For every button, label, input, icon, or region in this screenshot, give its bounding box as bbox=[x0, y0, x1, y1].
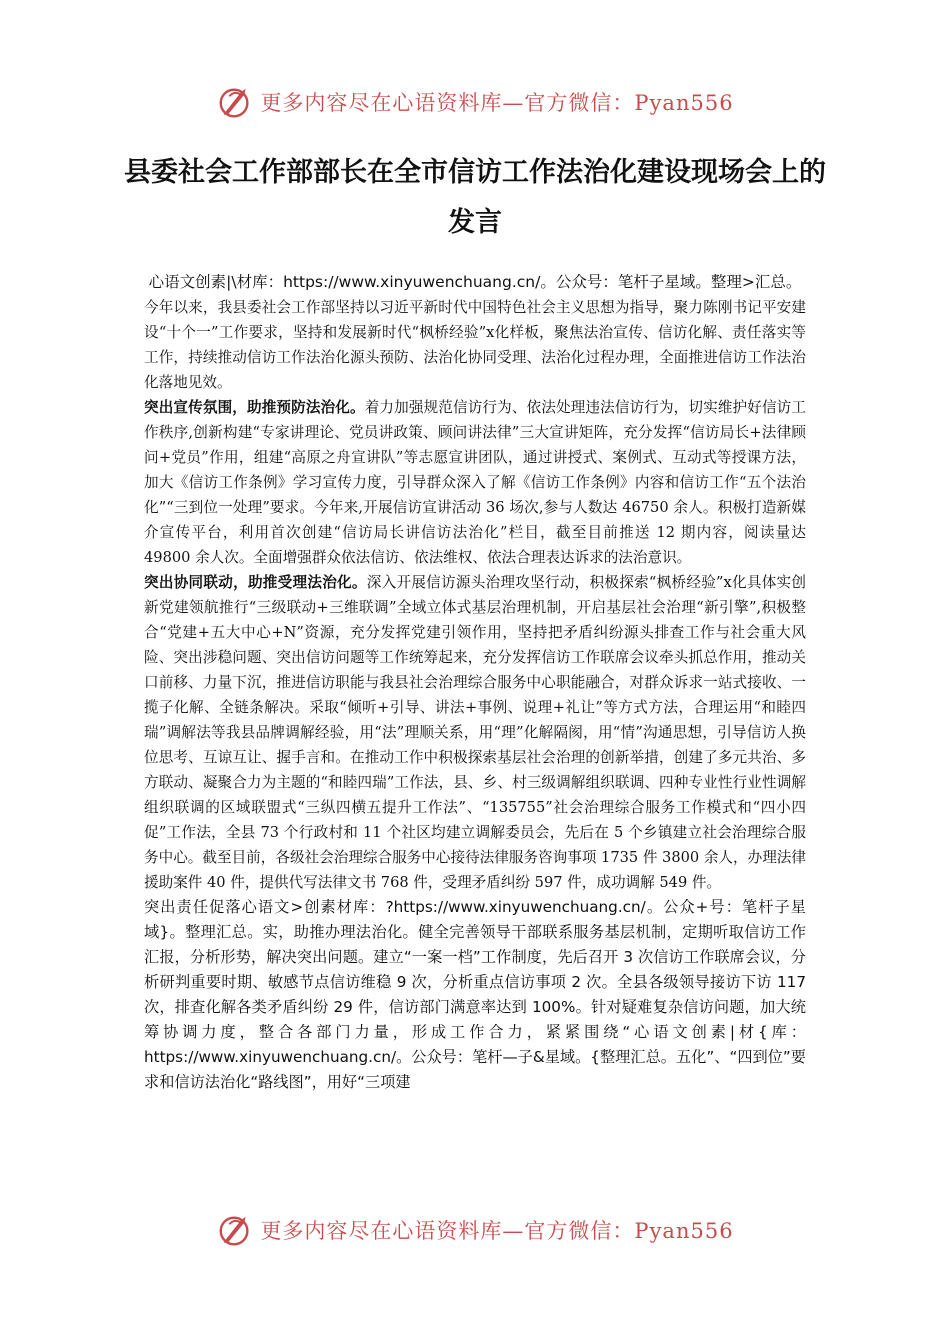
document-body bbox=[144, 270, 806, 1095]
banner-text: 更多内容尽在心语资料库—官方微信：Pyan556 bbox=[260, 1219, 734, 1243]
paragraph-text: 着力加强规范信访行为、依法处理违法信访行为，切实维护好信访工作秩序,创新构建“专家讲理论、党员讲政策、顾问讲法律”三大宣讲矩阵，充分发挥“信访局长+法律顾问+党员”作用，组建“高原之舟宣讲队”等志愿宣讲团队，通过讲授式、案例式、互动式等授课方法，加大《信访工作条例》学习宣传力度，引导群众深入了解《信访工作条例》内容和信访工作“五个法治化”“三到位一处理”要求。今年来,开展信访宣讲活动 36 场次,参与人数达 46750 余人。积极打造新媒介宣传平台，利用首次创建“信访局长讲信访法治化”栏目，截至目前推送 12 期内容，阅读量达 49800 余人次。全面增强群众依法信访、依法维权、依法合理表达诉求的法治意识。 bbox=[144, 399, 806, 566]
footer-banner bbox=[0, 1208, 950, 1252]
document-title: 县委社会工作部部长在全市信访工作法治化建设现场会上的发言 bbox=[124, 157, 826, 238]
paragraph-text: 今年以来，我县委社会工作部坚持以习近平新时代中国特色社会主义思想为指导，聚力陈刚书记平安建设“十个一”工作要求，坚持和发展新时代“枫桥经验”x化样板，聚焦法治宣传、信访化解、责任落实等工作，持续推动信访工作法治化源头预防、法治化协同受理、法治化过程办理，全面推进信访工作法治化落地见效。 bbox=[144, 299, 806, 391]
paragraph-publicity bbox=[144, 395, 806, 570]
banner-text: 更多内容尽在心语资料库—官方微信：Pyan556 bbox=[260, 91, 734, 115]
header-banner bbox=[0, 80, 950, 124]
paragraph-text: 深入开展信访源头治理攻坚行动，积极探索“枫桥经验”x化具体实创新党建领航推行“三级联动+三维联调”全域立体式基层治理机制，开启基层社会治理“新引擎”,积极整合“党建+五大中心+N”资源，充分发挥党建引领作用，坚持把矛盾纠纷源头排查工作与社会重大风险、突出涉稳问题、突出信访问题等工作统筹起来，充分发挥信访工作联席会议牵头抓总作用，推动关口前移、力量下沉，推进信访职能与我县社会治理综合服务中心职能融合，对群众诉求一站式接收、一揽子化解、全链条解决。采取“倾听+引导、讲法+事例、说理+礼让”等方式方法，合理运用“和睦四瑞”调解法等我县品牌调解经验，用“法”理顺关系，用“理”化解隔阂，用“情”沟通思想，引导信访人换位思考、互谅互让、握手言和。在推动工作中积极探索基层社会治理的创新举措，创建了多元共治、多方联动、凝聚合力为主题的“和睦四瑞”工作法，县、乡、村三级调解组织联调、四种专业性行业性调解组织联调的区域联盟式“三纵四横五提升工作法”、“135755”社会治理综合服务工作模式和“四小四促”工作法，全县 73 个行政村和 11 个社区均建立调解委员会，先后在 5 个乡镇建立社会治理综合服务中心。截至目前，各级社会治理综合服务中心接待法律服务咨询事项 1735 件 3800 余人，办理法律援助案件 40 件，提供代写法律文书 768 件，受理矛盾纠纷 597 件，成功调解 549 件。 bbox=[144, 574, 806, 891]
paragraph-coordination bbox=[144, 570, 806, 895]
paragraph-intro bbox=[144, 295, 806, 395]
paragraph-responsibility: 突出责任促落心语文>创素材库：?https://www.xinyuwenchuang.cn/。公众+号：笔杆子星域}。整理汇总。实，助推办理法治化。健全完善领导干部联系服务基层机制，定期听取信访工作汇报，分析形势，解决突出问题。建立“一案一档”工作制度，先后召开 3 次信访工作联席会议，分析研判重要时期、敏感节点信访维稳 9 次，分析重点信访事项 2 次。全县各级领导接访下访 117 次，排查化解各类矛盾纠纷 29 件，信访部门满意率达到 100%。针对疑难复杂信访问题，加大统筹协调力度，整合各部门力量，形成工作合力，紧紧围绕“心语文创素|材{库：https://www.xinyuwenchuang.cn/。公众号：笔杆—子&星域。{整理汇总。五化”、“四到位”要求和信访法治化“路线图”，用好“三项建 bbox=[144, 898, 806, 1091]
paragraph-lead: 突出宣传氛围，助推预防法治化。 bbox=[144, 399, 365, 416]
pen-nib-logo-icon bbox=[216, 1211, 254, 1249]
source-line: 心语文创素|\材库：https://www.xinyuwenchuang.cn/。公众号：笔杆子星域。整理>汇总。 bbox=[148, 273, 802, 291]
paragraph-lead: 突出协同联动，助推受理法治化。 bbox=[144, 574, 367, 591]
pen-nib-logo-icon bbox=[216, 83, 254, 121]
